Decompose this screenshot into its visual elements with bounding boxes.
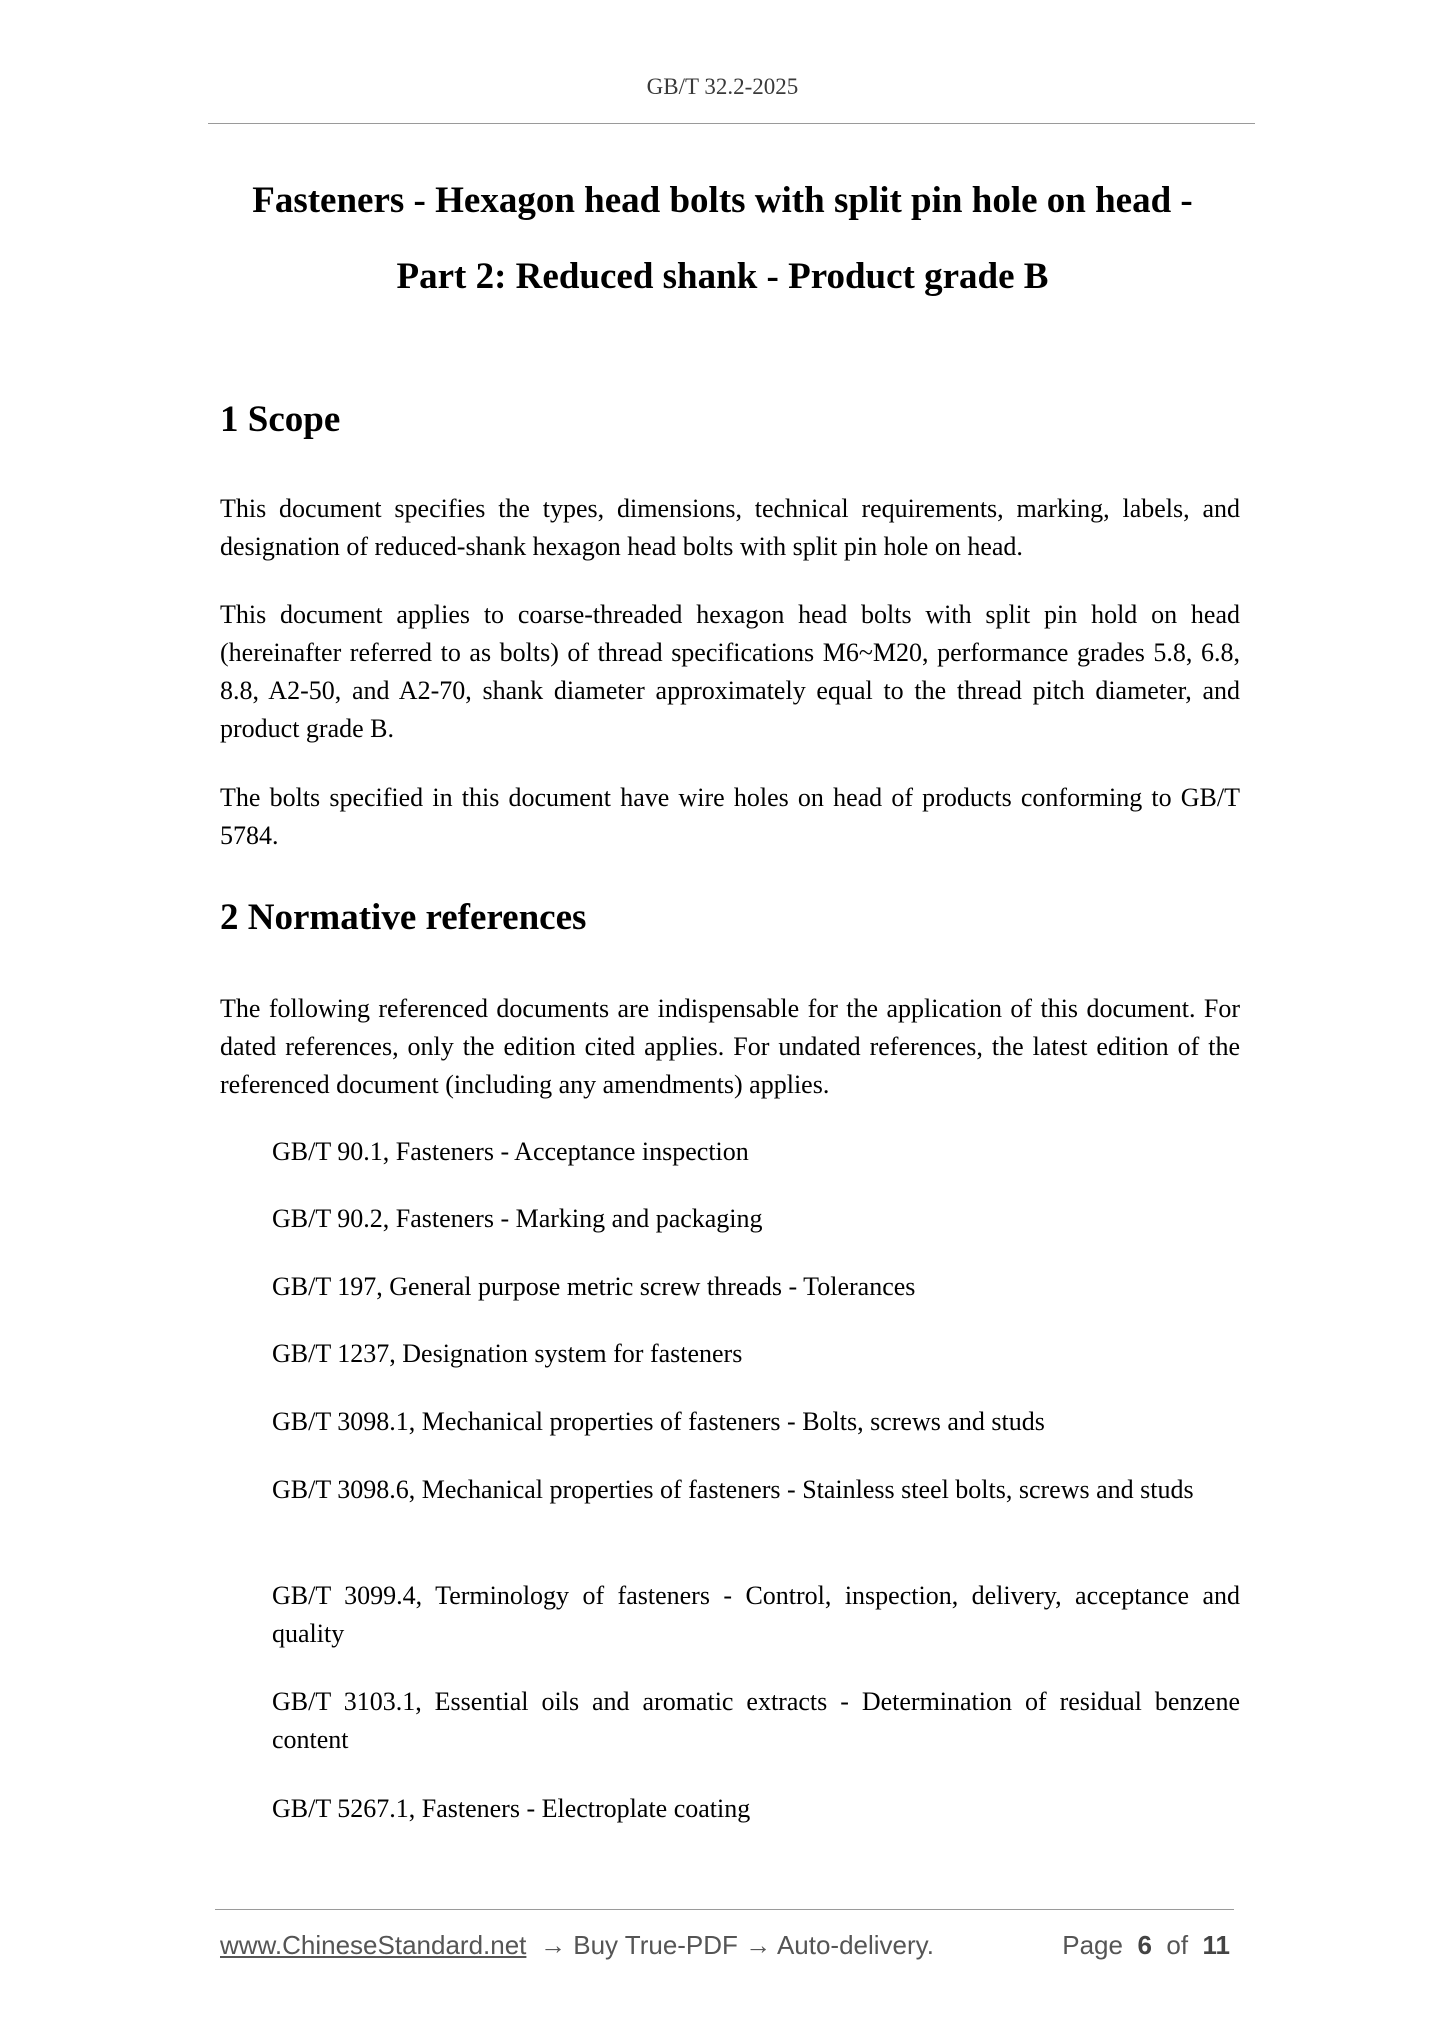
- page-footer: [220, 1930, 1230, 1964]
- title-line-1: Fasteners - Hexagon head bolts with split pin hole on head -: [252, 180, 1193, 221]
- section-heading-normative-references: 2 Normative references: [220, 897, 587, 938]
- reference-item: GB/T 5267.1, Fasteners - Electroplate coating: [272, 1794, 751, 1823]
- title-line-2: Part 2: Reduced shank - Product grade B: [396, 256, 1049, 297]
- website-link[interactable]: www.ChineseStandard.net: [220, 1930, 527, 1960]
- document-title: [130, 163, 1315, 315]
- page-current-number: 6: [1137, 1930, 1152, 1960]
- running-header: GB/T 32.2-2025: [646, 74, 799, 99]
- reference-item: GB/T 3098.1, Mechanical properties of fasteners - Bolts, screws and studs: [272, 1407, 1045, 1436]
- header-divider: [208, 123, 1255, 124]
- reference-item: GB/T 90.2, Fasteners - Marking and packaging: [272, 1204, 763, 1233]
- scope-paragraph-2: This document applies to coarse-threaded hexagon head bolts with split pin hold on head (hereinafter referred to as bolts) of thread specifications M6~M20, performance grades 5.8, 6.8, 8.8, A2-50, and A2-70, shank diameter approximately equal to the thread pitch diameter, and product grade B.: [220, 600, 1240, 743]
- section-heading-scope: 1 Scope: [220, 399, 341, 440]
- reference-item: GB/T 3098.6, Mechanical properties of fasteners - Stainless steel bolts, screws and studs: [272, 1475, 1194, 1504]
- reference-item: GB/T 197, General purpose metric screw threads - Tolerances: [272, 1272, 916, 1301]
- footer-divider: [215, 1909, 1234, 1910]
- scope-paragraph-1: This document specifies the types, dimensions, technical requirements, marking, labels, and designation of reduced-shank hexagon head bolts with split pin hole on head.: [220, 494, 1240, 561]
- page-label: Page: [1062, 1930, 1123, 1960]
- reference-item: GB/T 90.1, Fasteners - Acceptance inspection: [272, 1137, 749, 1166]
- reference-item: GB/T 3099.4, Terminology of fasteners - Control, inspection, delivery, acceptance and quality: [272, 1581, 1240, 1648]
- footer-tagline: → Buy True-PDF → Auto-delivery.: [540, 1930, 934, 1960]
- page-indicator: [1062, 1930, 1230, 1961]
- reference-item: GB/T 1237, Designation system for fasteners: [272, 1339, 743, 1368]
- reference-item: GB/T 3103.1, Essential oils and aromatic extracts - Determination of residual benzene content: [272, 1687, 1240, 1754]
- references-intro-paragraph: The following referenced documents are indispensable for the application of this document. For dated references, only the edition cited applies. For undated references, the latest edition of the referenced document (including any amendments) applies.: [220, 994, 1240, 1099]
- page-of-label: of: [1166, 1930, 1189, 1960]
- page-total-number: 11: [1202, 1930, 1230, 1960]
- scope-paragraph-3: The bolts specified in this document have wire holes on head of products conforming to GB/T 5784.: [220, 783, 1240, 850]
